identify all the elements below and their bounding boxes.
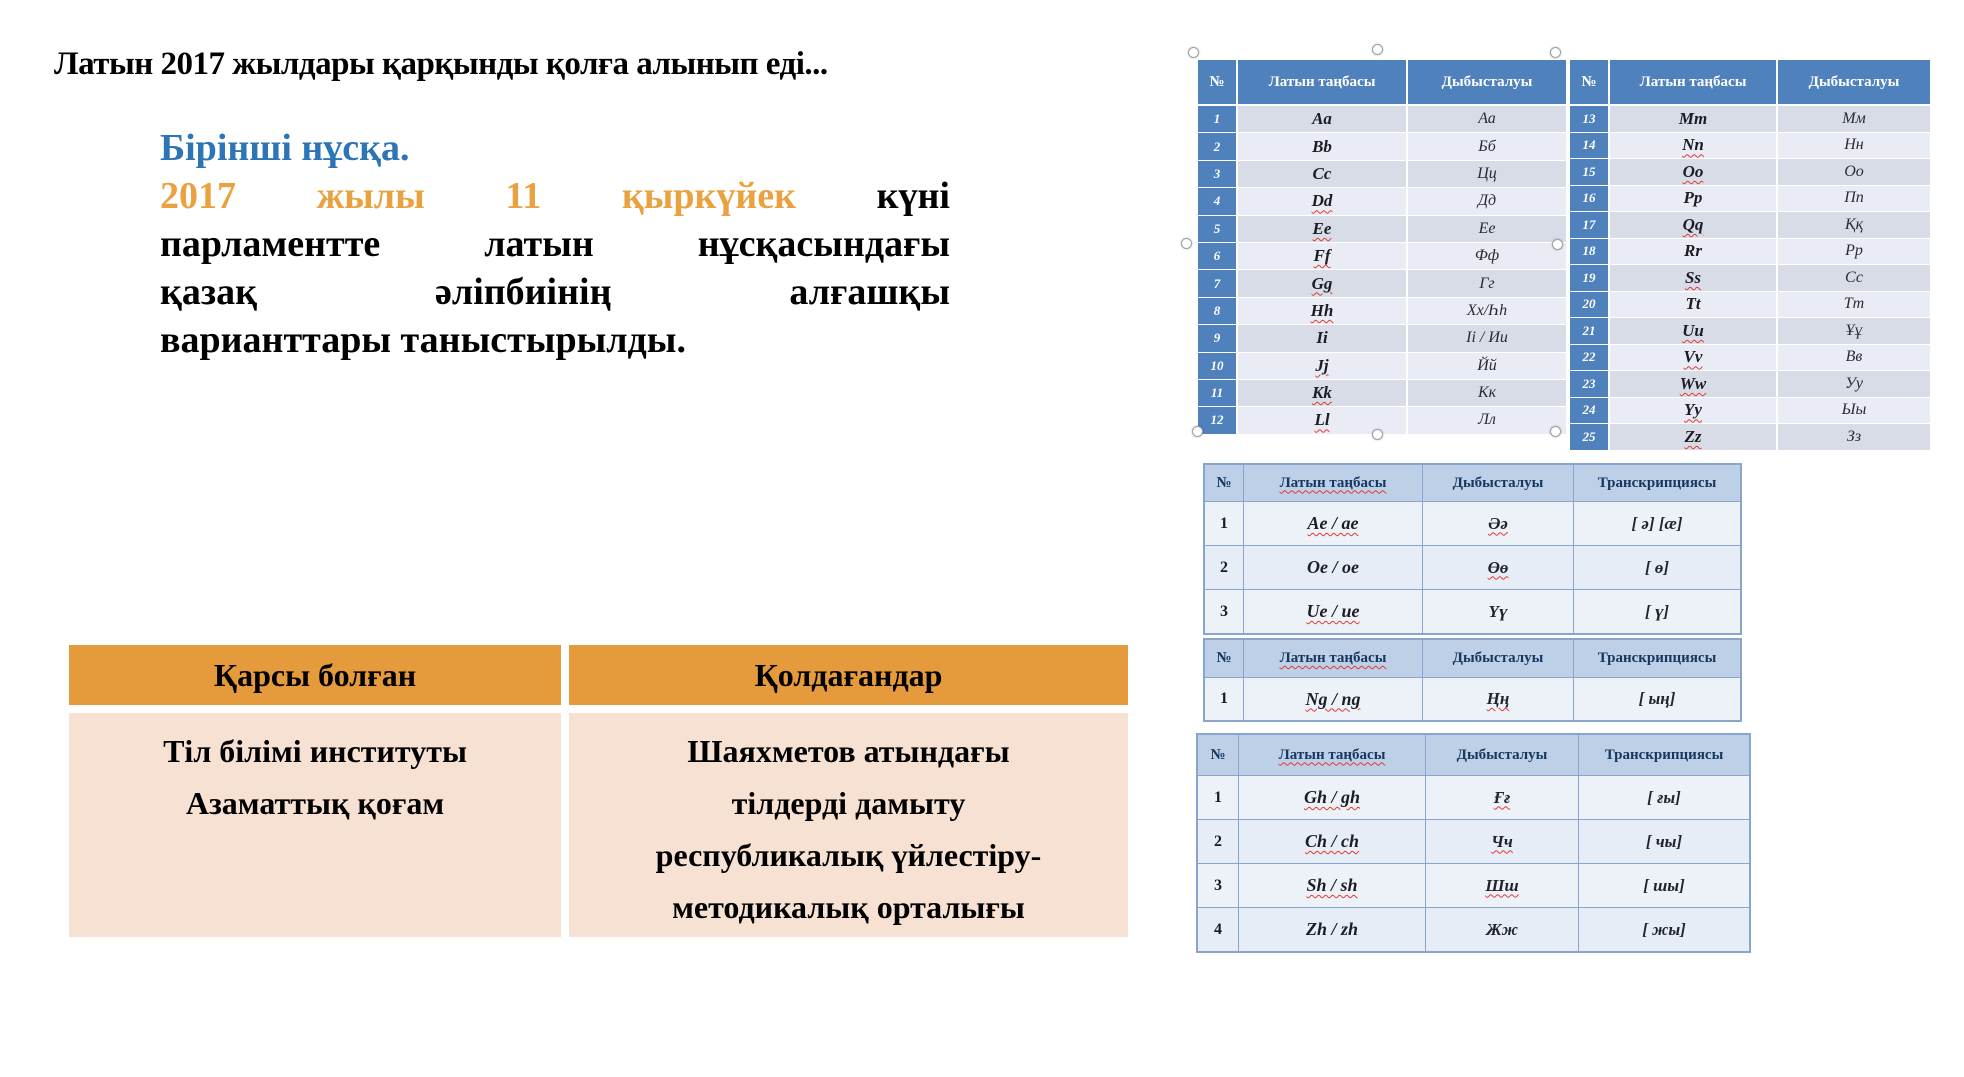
cyrillic-sound: Сс [1778,265,1930,291]
latin-letter: Zz [1610,424,1776,450]
cyrillic-sound: Ұұ [1778,318,1930,344]
cyrillic-sound: Үү [1423,590,1573,633]
cyrillic-sound: Дд [1408,188,1566,214]
digraph-row [1205,546,1740,589]
alphabet-row [1198,133,1566,159]
row-number: 17 [1570,212,1608,238]
latin-letter: Ee [1238,216,1406,242]
latin-letter: Oo [1610,159,1776,185]
row-number: 24 [1570,398,1608,424]
opinion-header-support: Қолдағандар [569,645,1128,705]
latin-letter: Ss [1610,265,1776,291]
digraph-header-row [1205,465,1740,501]
digraph-row [1205,590,1740,633]
ng-digraph-table [1203,638,1742,722]
cyrillic-sound: Пп [1778,186,1930,212]
support-line: тілдерді дамыту [731,785,966,821]
cyrillic-sound: Уу [1778,371,1930,397]
row-number: 5 [1198,216,1236,242]
alphabet-left-header [1198,60,1566,104]
cyrillic-sound: Бб [1408,133,1566,159]
latin-letter: Nn [1610,133,1776,159]
alphabet-right-header [1570,60,1930,104]
intro-block [160,124,950,364]
digraph-row [1198,864,1749,907]
alphabet-row [1570,159,1930,185]
cyrillic-sound: Йй [1408,353,1566,379]
vowel-digraph-table [1203,463,1742,635]
digraph-row [1205,502,1740,545]
alphabet-row [1570,106,1930,132]
paragraph-line-1 [160,172,950,220]
opinion-header-against: Қарсы болған [69,645,561,705]
latin-digraph: Ae / ae [1244,502,1422,545]
alphabet-row [1198,407,1566,433]
cyrillic-sound: Нн [1778,133,1930,159]
latin-letter: Jj [1238,353,1406,379]
row-number: 16 [1570,186,1608,212]
latin-digraph: Ch / ch [1239,820,1425,863]
subtitle: Бірінші нұсқа. [160,127,410,169]
alphabet-row [1198,270,1566,296]
selection-handle-top-center[interactable] [1372,44,1383,55]
against-line: Тіл білімі институты [163,733,467,769]
row-number: 3 [1198,864,1238,907]
latin-letter: Pp [1610,186,1776,212]
cyrillic-sound: Гг [1408,270,1566,296]
latin-letter: Ii [1238,325,1406,351]
col-num-header: № [1570,60,1608,104]
selection-handle-top-left[interactable] [1188,47,1199,58]
alphabet-row [1198,353,1566,379]
alphabet-row [1570,345,1930,371]
row-number: 4 [1198,908,1238,951]
support-line: Шаяхметов атындағы [687,733,1010,769]
col-transcription-header: Транскрипциясы [1574,465,1740,501]
latin-letter: Cc [1238,161,1406,187]
against-line: Азаматтық қоғам [185,785,445,821]
alphabet-row [1198,298,1566,324]
latin-letter: Dd [1238,188,1406,214]
alphabet-row [1198,380,1566,406]
latin-letter: Tt [1610,292,1776,318]
selection-handle-top-right[interactable] [1550,47,1561,58]
cyrillic-sound: Жж [1426,908,1578,951]
alphabet-row [1570,265,1930,291]
row-number: 2 [1205,546,1243,589]
col-latin-header: Латын таңбасы [1244,465,1422,501]
latin-letter: Ff [1238,243,1406,269]
row-number: 25 [1570,424,1608,450]
col-sound-header: Дыбысталуы [1778,60,1930,104]
latin-letter: Gg [1238,270,1406,296]
latin-digraph: Sh / sh [1239,864,1425,907]
cyrillic-sound: Тт [1778,292,1930,318]
selection-handle-middle-right[interactable] [1552,239,1563,250]
highlighted-date-text: 2017 жылы 11 қыркүйек [160,175,797,217]
col-transcription-header: Транскрипциясы [1574,640,1740,677]
opinion-cell-against [69,713,561,937]
transcription: [ жы] [1579,908,1749,951]
col-latin-header: Латын таңбасы [1244,640,1422,677]
latin-digraph: Gh / gh [1239,776,1425,819]
row-number: 12 [1198,407,1236,433]
paragraph-line-1-rest: күні [796,175,950,217]
col-latin-header: Латын таңбасы [1238,60,1406,104]
latin-letter: Vv [1610,345,1776,371]
latin-letter: Uu [1610,318,1776,344]
row-number: 1 [1205,678,1243,720]
cyrillic-sound: Ққ [1778,212,1930,238]
cyrillic-sound: Ыы [1778,398,1930,424]
alphabet-row [1570,292,1930,318]
digraph-row [1198,776,1749,819]
digraph-header-row [1205,640,1740,677]
row-number: 2 [1198,820,1238,863]
selection-handle-bottom-left[interactable] [1192,426,1203,437]
cyrillic-sound: Ңң [1423,678,1573,720]
row-number: 21 [1570,318,1608,344]
latin-digraph: Ng / ng [1244,678,1422,720]
alphabet-row [1198,216,1566,242]
latin-letter: Kk [1238,380,1406,406]
selection-handle-bottom-right[interactable] [1550,426,1561,437]
transcription: [ ү] [1574,590,1740,633]
transcription: [ ө] [1574,546,1740,589]
cyrillic-sound: Оо [1778,159,1930,185]
vowel-digraph-body [1205,502,1740,633]
support-line: республикалық үйлестіру- [655,837,1042,873]
row-number: 23 [1570,371,1608,397]
alphabet-right-body [1570,106,1930,450]
selection-handle-bottom-center[interactable] [1372,429,1383,440]
alphabet-row [1570,424,1930,450]
transcription: [ чы] [1579,820,1749,863]
col-num-header: № [1205,640,1243,677]
cyrillic-sound: Рр [1778,239,1930,265]
support-line: методикалық орталығы [672,889,1025,925]
row-number: 1 [1198,106,1236,132]
row-number: 22 [1570,345,1608,371]
cyrillic-sound: Чч [1426,820,1578,863]
cyrillic-sound: Аа [1408,106,1566,132]
latin-letter: Bb [1238,133,1406,159]
digraph-row [1198,908,1749,951]
row-number: 3 [1198,161,1236,187]
col-sound-header: Дыбысталуы [1426,735,1578,775]
col-sound-header: Дыбысталуы [1408,60,1566,104]
alphabet-row [1198,161,1566,187]
cyrillic-sound: Іі / Ии [1408,325,1566,351]
alphabet-row [1570,398,1930,424]
cyrillic-sound: Хх/Һһ [1408,298,1566,324]
selection-handle-middle-left[interactable] [1181,238,1192,249]
row-number: 20 [1570,292,1608,318]
row-number: 15 [1570,159,1608,185]
cyrillic-sound: Өө [1423,546,1573,589]
transcription: [ ғы] [1579,776,1749,819]
alphabet-row [1570,186,1930,212]
alphabet-row [1198,325,1566,351]
latin-digraph: Oe / oe [1244,546,1422,589]
row-number: 18 [1570,239,1608,265]
row-number: 8 [1198,298,1236,324]
alphabet-left-body [1198,106,1566,434]
cyrillic-sound: Вв [1778,345,1930,371]
cyrillic-sound: Кк [1408,380,1566,406]
cyrillic-sound: Ғғ [1426,776,1578,819]
row-number: 4 [1198,188,1236,214]
cyrillic-sound: Ее [1408,216,1566,242]
alphabet-table-left [1198,60,1566,450]
row-number: 11 [1198,380,1236,406]
row-number: 19 [1570,265,1608,291]
alphabet-table-right [1570,60,1930,450]
col-sound-header: Дыбысталуы [1423,465,1573,501]
opinion-cell-support [569,713,1128,937]
latin-digraph: Zh / zh [1239,908,1425,951]
cyrillic-sound: Әә [1423,502,1573,545]
latin-letter: Rr [1610,239,1776,265]
alphabet-row [1570,133,1930,159]
row-number: 13 [1570,106,1608,132]
col-num-header: № [1198,735,1238,775]
latin-letter: Qq [1610,212,1776,238]
alphabet-row [1198,106,1566,132]
latin-letter: Mm [1610,106,1776,132]
cyrillic-sound: Мм [1778,106,1930,132]
row-number: 6 [1198,243,1236,269]
col-num-header: № [1198,60,1236,104]
col-latin-header: Латын таңбасы [1239,735,1425,775]
row-number: 2 [1198,133,1236,159]
transcription: [ шы] [1579,864,1749,907]
slide-title: Латын 2017 жылдары қарқынды қолға алынып еді... [54,46,828,82]
paragraph-line-3: қазақ әліпбиінің алғашқы [160,271,950,313]
row-number: 10 [1198,353,1236,379]
cyrillic-sound: Фф [1408,243,1566,269]
col-sound-header: Дыбысталуы [1423,640,1573,677]
row-number: 1 [1198,776,1238,819]
transcription: [ ың] [1574,678,1740,720]
alphabet-image[interactable] [1198,60,1930,450]
latin-letter: Hh [1238,298,1406,324]
alphabet-row [1198,243,1566,269]
row-number: 1 [1205,502,1243,545]
cyrillic-sound: Лл [1408,407,1566,433]
latin-letter: Ww [1610,371,1776,397]
opinion-table [69,645,1128,937]
cyrillic-sound: Цц [1408,161,1566,187]
latin-letter: Yy [1610,398,1776,424]
col-latin-header: Латын таңбасы [1610,60,1776,104]
row-number: 7 [1198,270,1236,296]
alphabet-row [1570,239,1930,265]
alphabet-row [1570,212,1930,238]
latin-letter: Ll [1238,407,1406,433]
consonant-digraph-table [1196,733,1751,953]
ng-digraph-body [1205,678,1740,720]
row-number: 9 [1198,325,1236,351]
latin-letter: Aa [1238,106,1406,132]
alphabet-row [1198,188,1566,214]
digraph-row [1205,678,1740,720]
paragraph-line-2: парламентте латын нұсқасындағы [160,223,950,265]
col-num-header: № [1205,465,1243,501]
latin-digraph: Ue / ue [1244,590,1422,633]
cyrillic-sound: Зз [1778,424,1930,450]
row-number: 14 [1570,133,1608,159]
alphabet-row [1570,318,1930,344]
digraph-row [1198,820,1749,863]
cyrillic-sound: Шш [1426,864,1578,907]
consonant-digraph-body [1198,776,1749,951]
transcription: [ ә] [æ] [1574,502,1740,545]
col-transcription-header: Транскрипциясы [1579,735,1749,775]
row-number: 3 [1205,590,1243,633]
digraph-header-row [1198,735,1749,775]
paragraph-line-4: варианттары таныстырылды. [160,319,686,361]
alphabet-row [1570,371,1930,397]
